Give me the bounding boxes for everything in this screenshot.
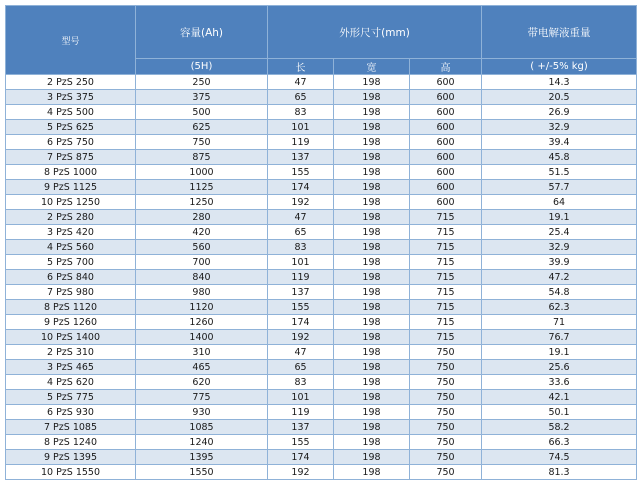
cell-capacity: 465 (136, 360, 268, 375)
cell-weight: 26.9 (482, 105, 637, 120)
cell-height: 750 (410, 420, 482, 435)
cell-capacity: 620 (136, 375, 268, 390)
table-row (6, 390, 637, 405)
cell-weight: 64 (482, 195, 637, 210)
cell-height: 600 (410, 180, 482, 195)
cell-width: 198 (334, 270, 410, 285)
table-row (6, 375, 637, 390)
table-row (6, 240, 637, 255)
cell-length: 174 (268, 315, 334, 330)
cell-capacity: 1085 (136, 420, 268, 435)
cell-capacity: 280 (136, 210, 268, 225)
cell-model: 7 PzS 1085 (6, 420, 136, 435)
cell-height: 600 (410, 135, 482, 150)
cell-width: 198 (334, 75, 410, 90)
cell-capacity: 1125 (136, 180, 268, 195)
cell-model: 2 PzS 310 (6, 345, 136, 360)
cell-height: 750 (410, 435, 482, 450)
cell-height: 750 (410, 375, 482, 390)
cell-length: 47 (268, 210, 334, 225)
cell-height: 715 (410, 240, 482, 255)
table-header (6, 6, 637, 75)
cell-width: 198 (334, 435, 410, 450)
cell-length: 174 (268, 180, 334, 195)
cell-width: 198 (334, 330, 410, 345)
cell-model: 9 PzS 1395 (6, 450, 136, 465)
cell-capacity: 875 (136, 150, 268, 165)
cell-capacity: 1120 (136, 300, 268, 315)
cell-weight: 51.5 (482, 165, 637, 180)
cell-model: 9 PzS 1260 (6, 315, 136, 330)
cell-height: 600 (410, 195, 482, 210)
cell-width: 198 (334, 210, 410, 225)
cell-height: 715 (410, 300, 482, 315)
cell-height: 750 (410, 465, 482, 480)
cell-length: 65 (268, 360, 334, 375)
header-height: 高 (410, 59, 482, 75)
cell-length: 137 (268, 285, 334, 300)
cell-height: 600 (410, 105, 482, 120)
cell-weight: 54.8 (482, 285, 637, 300)
header-weight: 带电解液重量 (482, 6, 637, 59)
cell-length: 101 (268, 390, 334, 405)
table-row (6, 210, 637, 225)
cell-weight: 62.3 (482, 300, 637, 315)
cell-weight: 45.8 (482, 150, 637, 165)
cell-width: 198 (334, 180, 410, 195)
table-row (6, 330, 637, 345)
header-model: 型号 (6, 6, 136, 75)
cell-width: 198 (334, 195, 410, 210)
cell-length: 47 (268, 75, 334, 90)
cell-model: 3 PzS 420 (6, 225, 136, 240)
table-row (6, 75, 637, 90)
cell-weight: 58.2 (482, 420, 637, 435)
cell-width: 198 (334, 90, 410, 105)
cell-width: 198 (334, 375, 410, 390)
battery-spec-table (5, 5, 637, 480)
table-row (6, 150, 637, 165)
cell-length: 137 (268, 420, 334, 435)
cell-model: 2 PzS 250 (6, 75, 136, 90)
cell-width: 198 (334, 105, 410, 120)
cell-model: 4 PzS 560 (6, 240, 136, 255)
header-weight-sub: ( +/-5% kg) (482, 59, 637, 75)
cell-width: 198 (334, 450, 410, 465)
cell-width: 198 (334, 315, 410, 330)
cell-weight: 19.1 (482, 345, 637, 360)
cell-length: 83 (268, 105, 334, 120)
cell-height: 715 (410, 255, 482, 270)
cell-height: 715 (410, 285, 482, 300)
cell-length: 155 (268, 165, 334, 180)
cell-width: 198 (334, 390, 410, 405)
cell-length: 119 (268, 405, 334, 420)
cell-weight: 25.4 (482, 225, 637, 240)
cell-model: 6 PzS 750 (6, 135, 136, 150)
cell-length: 155 (268, 300, 334, 315)
cell-capacity: 1000 (136, 165, 268, 180)
cell-length: 192 (268, 195, 334, 210)
cell-length: 47 (268, 345, 334, 360)
cell-length: 119 (268, 135, 334, 150)
cell-weight: 32.9 (482, 120, 637, 135)
table-row (6, 225, 637, 240)
table-row (6, 435, 637, 450)
cell-weight: 19.1 (482, 210, 637, 225)
cell-model: 6 PzS 930 (6, 405, 136, 420)
cell-height: 750 (410, 360, 482, 375)
cell-capacity: 1550 (136, 465, 268, 480)
cell-capacity: 980 (136, 285, 268, 300)
cell-height: 600 (410, 150, 482, 165)
header-width: 宽 (334, 59, 410, 75)
table-row (6, 285, 637, 300)
cell-model: 10 PzS 1250 (6, 195, 136, 210)
cell-width: 198 (334, 405, 410, 420)
cell-model: 4 PzS 620 (6, 375, 136, 390)
cell-model: 4 PzS 500 (6, 105, 136, 120)
cell-length: 65 (268, 225, 334, 240)
cell-capacity: 930 (136, 405, 268, 420)
cell-weight: 39.4 (482, 135, 637, 150)
cell-capacity: 500 (136, 105, 268, 120)
cell-capacity: 310 (136, 345, 268, 360)
cell-model: 8 PzS 1120 (6, 300, 136, 315)
table-row (6, 90, 637, 105)
table-row (6, 360, 637, 375)
table-row (6, 315, 637, 330)
cell-height: 715 (410, 330, 482, 345)
cell-model: 10 PzS 1550 (6, 465, 136, 480)
cell-width: 198 (334, 240, 410, 255)
cell-height: 750 (410, 390, 482, 405)
cell-height: 750 (410, 405, 482, 420)
cell-capacity: 1395 (136, 450, 268, 465)
cell-height: 715 (410, 225, 482, 240)
table-row (6, 420, 637, 435)
cell-weight: 76.7 (482, 330, 637, 345)
cell-weight: 32.9 (482, 240, 637, 255)
cell-length: 119 (268, 270, 334, 285)
table-row (6, 405, 637, 420)
cell-capacity: 1400 (136, 330, 268, 345)
cell-height: 600 (410, 90, 482, 105)
cell-width: 198 (334, 465, 410, 480)
cell-height: 715 (410, 210, 482, 225)
cell-length: 65 (268, 90, 334, 105)
cell-model: 7 PzS 875 (6, 150, 136, 165)
table-row (6, 105, 637, 120)
cell-weight: 14.3 (482, 75, 637, 90)
cell-width: 198 (334, 255, 410, 270)
cell-capacity: 625 (136, 120, 268, 135)
cell-model: 5 PzS 775 (6, 390, 136, 405)
cell-length: 137 (268, 150, 334, 165)
cell-model: 8 PzS 1240 (6, 435, 136, 450)
cell-width: 198 (334, 420, 410, 435)
cell-length: 174 (268, 450, 334, 465)
cell-model: 5 PzS 700 (6, 255, 136, 270)
cell-length: 192 (268, 330, 334, 345)
cell-weight: 39.9 (482, 255, 637, 270)
cell-model: 10 PzS 1400 (6, 330, 136, 345)
cell-length: 101 (268, 120, 334, 135)
cell-model: 9 PzS 1125 (6, 180, 136, 195)
cell-length: 192 (268, 465, 334, 480)
cell-width: 198 (334, 150, 410, 165)
cell-height: 715 (410, 270, 482, 285)
table-body (6, 75, 637, 480)
cell-capacity: 775 (136, 390, 268, 405)
table-row (6, 270, 637, 285)
cell-capacity: 250 (136, 75, 268, 90)
cell-model: 8 PzS 1000 (6, 165, 136, 180)
table-row (6, 465, 637, 480)
cell-capacity: 840 (136, 270, 268, 285)
cell-height: 600 (410, 165, 482, 180)
cell-length: 83 (268, 240, 334, 255)
cell-weight: 66.3 (482, 435, 637, 450)
table-row (6, 255, 637, 270)
table-row (6, 180, 637, 195)
cell-weight: 71 (482, 315, 637, 330)
cell-height: 750 (410, 450, 482, 465)
cell-capacity: 700 (136, 255, 268, 270)
header-dimensions: 外形尺寸(mm) (268, 6, 482, 59)
cell-weight: 25.6 (482, 360, 637, 375)
table-row (6, 300, 637, 315)
header-length: 长 (268, 59, 334, 75)
cell-capacity: 1260 (136, 315, 268, 330)
header-capacity: 容量(Ah) (136, 6, 268, 59)
cell-width: 198 (334, 300, 410, 315)
table-row (6, 345, 637, 360)
cell-weight: 57.7 (482, 180, 637, 195)
cell-height: 715 (410, 315, 482, 330)
cell-capacity: 1240 (136, 435, 268, 450)
cell-width: 198 (334, 360, 410, 375)
cell-capacity: 420 (136, 225, 268, 240)
cell-weight: 42.1 (482, 390, 637, 405)
cell-weight: 74.5 (482, 450, 637, 465)
cell-model: 2 PzS 280 (6, 210, 136, 225)
cell-capacity: 560 (136, 240, 268, 255)
cell-capacity: 750 (136, 135, 268, 150)
cell-capacity: 1250 (136, 195, 268, 210)
cell-model: 5 PzS 625 (6, 120, 136, 135)
cell-length: 101 (268, 255, 334, 270)
table-row (6, 120, 637, 135)
cell-model: 7 PzS 980 (6, 285, 136, 300)
cell-width: 198 (334, 225, 410, 240)
cell-width: 198 (334, 120, 410, 135)
cell-width: 198 (334, 345, 410, 360)
cell-height: 750 (410, 345, 482, 360)
header-capacity-sub: (5H) (136, 59, 268, 75)
cell-width: 198 (334, 165, 410, 180)
cell-length: 155 (268, 435, 334, 450)
cell-weight: 33.6 (482, 375, 637, 390)
cell-length: 83 (268, 375, 334, 390)
table-row (6, 165, 637, 180)
cell-width: 198 (334, 285, 410, 300)
table-row (6, 450, 637, 465)
spec-table-container (5, 5, 636, 480)
cell-weight: 50.1 (482, 405, 637, 420)
cell-weight: 47.2 (482, 270, 637, 285)
table-row (6, 135, 637, 150)
cell-weight: 20.5 (482, 90, 637, 105)
cell-width: 198 (334, 135, 410, 150)
cell-model: 3 PzS 375 (6, 90, 136, 105)
cell-model: 3 PzS 465 (6, 360, 136, 375)
cell-weight: 81.3 (482, 465, 637, 480)
cell-height: 600 (410, 120, 482, 135)
cell-model: 6 PzS 840 (6, 270, 136, 285)
cell-capacity: 375 (136, 90, 268, 105)
cell-height: 600 (410, 75, 482, 90)
table-row (6, 195, 637, 210)
